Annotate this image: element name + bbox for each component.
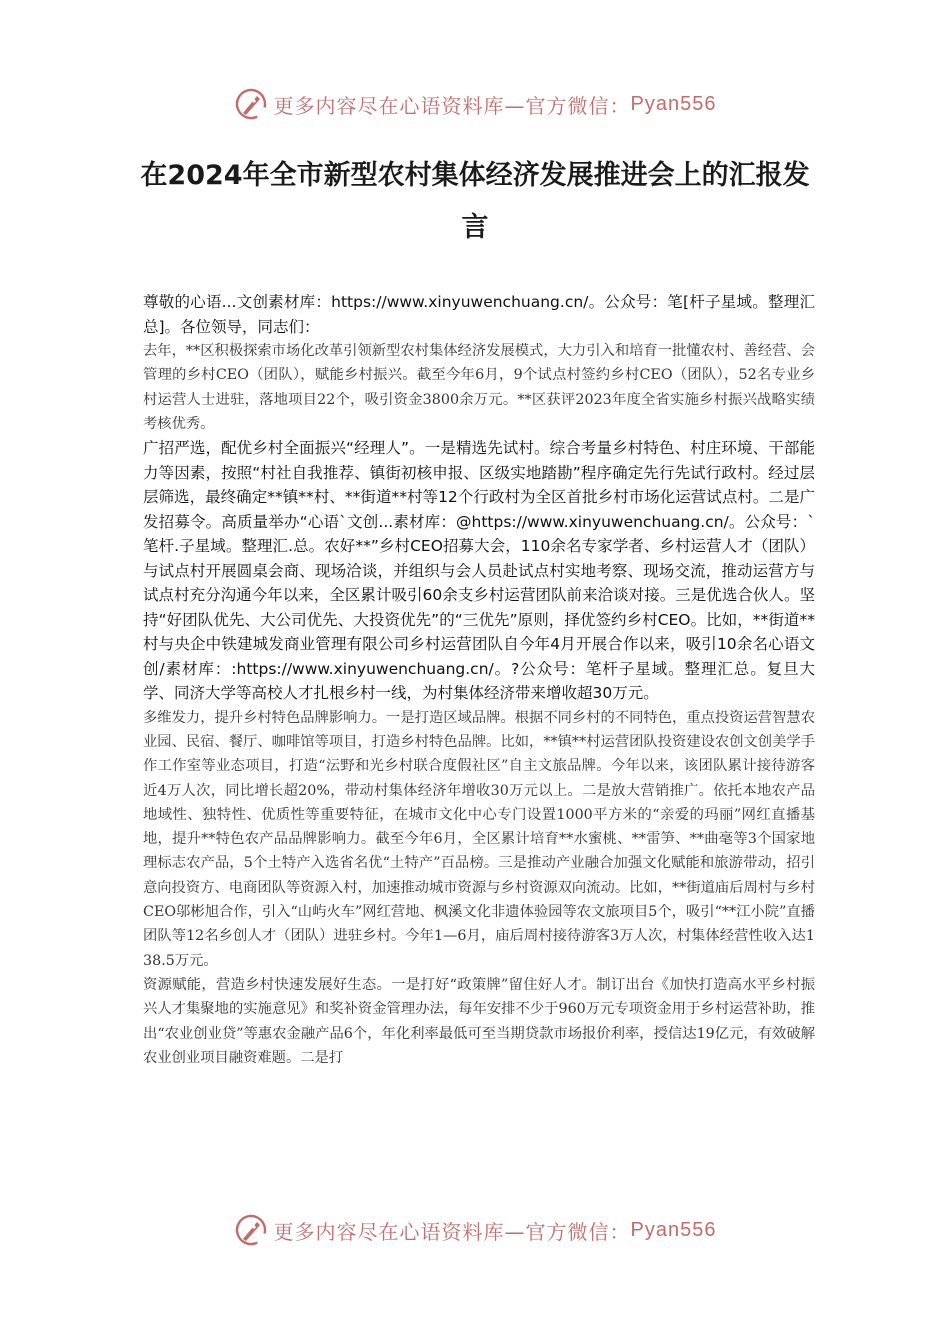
paragraph-salutation: 尊敬的心语...文创素材库：https://www.xinyuwenchuang.cn/。公众号：笔[杆子星域。整理汇总]。各位领导，同志们： (143, 293, 815, 336)
watermark-text: 更多内容尽在心语资料库—官方微信： (273, 93, 631, 118)
paragraph-overview: 去年，**区积极探索市场化改革引领新型农村集体经济发展模式，大力引入和培育一批懂农村、善经营、会管理的乡村CEO（团队），赋能乡村振兴。截至今年6月，9个试点村签约乡村CEO（团队），52名专业乡村运营人士进驻，落地项目22个，吸引资金3800余万元。**区获评2023年度全省实施乡村振兴战略实绩考核优秀。 (143, 343, 815, 432)
document-body (143, 290, 815, 1070)
watermark-wechat-id: Pyan556 (630, 92, 717, 115)
paragraph-recruitment: 广招严选，配优乡村全面振兴“经理人”。一是精选先试村。综合考量乡村特色、村庄环境、干部能力等因素，按照“村社自我推荐、镇街初核申报、区级实地踏勘”程序确定先行先试行政村。经过层层筛选，最终确定**镇**村、**街道**村等12个行政村为全区首批乡村市场化运营试点村。二是广发招募令。高质量举办“心语`文创...素材库：@https://www.xinyuwenchuang.cn/。公众号：`笔杆.子星域。整理汇.总。农好**”乡村CEO招募大会，110余名专家学者、乡村运营人才（团队）与试点村开展圆桌会商、现场洽谈，并组织与会人员赴试点村实地考察、现场交流，推动运营方与试点村充分沟通今年以来，全区累计吸引60余支乡村运营团队前来洽谈对接。三是优选合伙人。坚持“好团队优先、大公司优先、大投资优先”的“三优先”原则，择优签约乡村CEO。比如，**街道**村与央企中铁建城发商业管理有限公司乡村运营团队自今年4月开展合作以来，吸引10余名心语文创/素材库：:https://www.xinyuwenchuang.cn/。?公众号：笔杆子星域。整理汇总。复旦大学、同济大学等高校人才扎根乡村一线，为村集体经济带来增收超30万元。 (143, 439, 815, 703)
pen-nib-circle-icon (234, 87, 268, 121)
paragraph-branding: 多维发力，提升乡村特色品牌影响力。一是打造区域品牌。根据不同乡村的不同特色，重点投资运营智慧农业园、民宿、餐厅、咖啡馆等项目，打造乡村特色品牌。比如，**镇**村运营团队投资建设农创文创美学手作工作室等业态项目，打造“沄野和光乡村联合度假社区”自主文旅品牌。今年以来，该团队累计接待游客近4万人次，同比增长超20%，带动村集体经济年增收30万元以上。二是放大营销推广。依托本地农产品地域性、独特性、优质性等重要特征，在城市文化中心专门设置1000平方米的“亲爱的玛丽”网红直播基地，提升**特色农产品品牌影响力。截至今年6月，全区累计培育**水蜜桃、**雷笋、**曲毫等3个国家地理标志农产品，5个土特产入选省名优“土特产”百品榜。三是推动产业融合加强文化赋能和旅游带动，招引意向投资方、电商团队等资源入村，加速推动城市资源与乡村资源双向流动。比如，**街道庙后周村与乡村CEO邬彬旭合作，引入“山屿火车”网红营地、枫溪文化非遗体验园等农文旅项目5个，吸引“**江小院”直播团队等12名乡创人才（团队）进驻乡村。今年1—6月，庙后周村接待游客3万人次，村集体经营性收入达138.5万元。 (143, 709, 815, 969)
pen-nib-circle-icon (234, 1213, 268, 1247)
watermark-banner-bottom (0, 1210, 950, 1250)
watermark-wechat-id: Pyan556 (630, 1218, 717, 1241)
watermark-text: 更多内容尽在心语资料库—官方微信： (273, 1219, 631, 1244)
watermark-banner-top (0, 84, 950, 124)
document-title: 在2024年全市新型农村集体经济发展推进会上的汇报发言 (140, 160, 810, 243)
paragraph-resources: 资源赋能，营造乡村快速发展好生态。一是打好“政策牌”留住好人才。制订出台《加快打造高水平乡村振兴人才集聚地的实施意见》和奖补资金管理办法，每年安排不少于960万元专项资金用于乡村运营补助，推出“农业创业贷”等惠农金融产品6个，年化利率最低可至当期贷款市场报价利率，授信达19亿元，有效破解农业创业项目融资难题。二是打 (143, 976, 815, 1066)
